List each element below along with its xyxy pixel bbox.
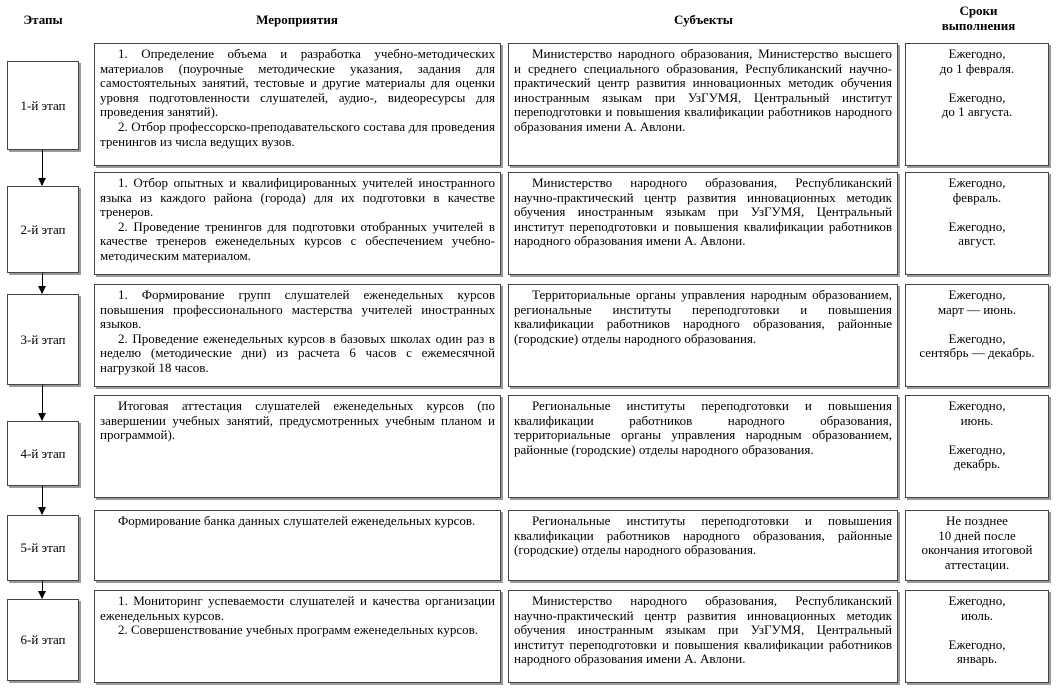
- activities-box: [94, 510, 501, 581]
- deadline-line: Ежегодно,: [948, 89, 1006, 105]
- deadline-line: Ежегодно,: [948, 398, 1006, 413]
- header-deadlines: [906, 3, 1051, 33]
- flow-arrow: [42, 486, 43, 514]
- activity-item: 2. Проведение еженедельных курсов в базовых школах один раз в неделю (методические дни) из расчета 6 часов с ежемесячной нагрузкой 18 часов.: [100, 330, 495, 375]
- deadline-line: июнь.: [960, 412, 994, 428]
- subjects-box: [508, 510, 898, 581]
- subjects-text: Региональные институты переподготовки и повышения квалификации работников народного образования, территориальные органы управления народным образованием, районные (городские) отделы народного образования.: [514, 398, 892, 457]
- deadline-line: март — июнь.: [937, 301, 1017, 317]
- activity-item: 1. Определение объема и разработка учебно-методических материалов (поурочные методические указания, задания для самостоятельных занятий, тестовые и другие материалы для оценки уровня подготовленности слушателей, аудио-, видеоресурсы для проведения занятий).: [100, 46, 495, 120]
- activities-box: [94, 172, 501, 275]
- deadline-line: до 1 августа.: [941, 104, 1013, 120]
- stage-box: [7, 421, 79, 486]
- deadline-line: аттестации.: [944, 556, 1010, 572]
- activity-item: Итоговая аттестация слушателей еженедельных курсов (по завершении учебных занятий, предусмотренных учебным планом и программой).: [100, 398, 495, 443]
- subjects-text: Министерство народного образования, Министерство высшего и среднего специального образования, Республиканский научно-практический центр развития инновационных методик обучения иностранным языкам при УзГУМЯ, Центральный институт переподготовки и повышения квалификации работников народного образования имени А. Авлони.: [514, 46, 892, 134]
- deadline-line: август.: [958, 233, 996, 249]
- deadline-line: сентябрь — декабрь.: [919, 345, 1035, 361]
- deadline-box: [905, 43, 1049, 166]
- activity-item: 2. Отбор профессорско-преподавательского состава для проведения тренингов из числа ведущих вузов.: [100, 118, 495, 149]
- stage-label: 5-й этап: [20, 540, 66, 555]
- deadline-line: 10 дней после: [938, 527, 1016, 543]
- activities-box: [94, 590, 501, 683]
- deadline-box: [905, 172, 1049, 275]
- subjects-text: Министерство народного образования, Республиканский научно-практический центр развития инновационных методик обучения иностранным языкам при УзГУМЯ, Центральный институт переподготовки и повышения квалификации работников народного образования имени А. Авлони.: [514, 175, 892, 249]
- deadline-box: [905, 284, 1049, 387]
- deadline-line: январь.: [956, 651, 998, 667]
- subjects-text: Региональные институты переподготовки и повышения квалификации работников народного образования, районные (городские) отделы народного образования.: [514, 513, 892, 558]
- header-activities: Мероприятия: [256, 12, 338, 27]
- deadline-line: [910, 428, 1044, 443]
- flow-arrow: [42, 150, 43, 185]
- deadline-line: Ежегодно,: [948, 330, 1006, 346]
- activity-item: 2. Проведение тренингов для подготовки отобранных учителей в качестве тренеров еженедельных курсов с обеспечением учебно-методическим материалом.: [100, 218, 495, 263]
- deadline-line: Ежегодно,: [948, 175, 1006, 190]
- stage-box: [7, 186, 79, 273]
- deadline-line: Ежегодно,: [948, 593, 1006, 608]
- subjects-box: [508, 43, 898, 166]
- deadline-line: Ежегодно,: [948, 287, 1006, 302]
- header-deadlines-line2: выполнения: [941, 18, 1016, 33]
- activity-item: 2. Совершенствование учебных программ еженедельных курсов.: [118, 622, 478, 638]
- header-deadlines-line1: Сроки: [959, 3, 998, 18]
- stage-box: [7, 61, 79, 150]
- activities-box: [94, 395, 501, 498]
- deadline-line: до 1 февраля.: [939, 60, 1015, 76]
- subjects-box: [508, 172, 898, 275]
- stage-box: [7, 294, 79, 385]
- stage-label: 6-й этап: [20, 632, 66, 647]
- deadline-line: декабрь.: [953, 456, 1001, 472]
- stage-label: 1-й этап: [20, 97, 66, 113]
- deadline-box: [905, 590, 1049, 683]
- activity-item: Формирование банка данных слушателей еженедельных курсов.: [118, 513, 476, 528]
- deadline-line: [910, 205, 1044, 220]
- activity-item: 1. Мониторинг успеваемости слушателей и качества организации еженедельных курсов.: [100, 593, 495, 623]
- deadline-line: Ежегодно,: [948, 636, 1006, 652]
- deadline-line: [910, 623, 1044, 638]
- subjects-box: [508, 284, 898, 387]
- deadline-line: [910, 76, 1044, 91]
- deadline-line: Ежегодно,: [948, 218, 1006, 234]
- deadline-box: [905, 395, 1049, 498]
- deadline-line: июль.: [960, 607, 993, 623]
- flow-arrow: [42, 581, 43, 598]
- deadline-line: окончания итоговой: [921, 542, 1033, 558]
- subjects-box: [508, 395, 898, 498]
- activities-box: [94, 43, 501, 166]
- stage-label: 2-й этап: [20, 221, 66, 237]
- activities-box: [94, 284, 501, 387]
- subjects-text: Территориальные органы управления народным образованием, региональные институты переподготовки и повышения квалификации работников народного образования, районные (городские) отделы народного образования.: [514, 287, 892, 346]
- deadline-box: [905, 510, 1049, 581]
- deadline-line: февраль.: [952, 189, 1002, 205]
- activity-item: 1. Формирование групп слушателей еженедельных курсов повышения профессионального мастерства учителей иностранных языков.: [100, 287, 495, 332]
- deadline-line: Не позднее: [946, 513, 1008, 528]
- stage-box: [7, 515, 79, 581]
- deadline-line: Ежегодно,: [948, 441, 1006, 457]
- flow-arrow: [42, 385, 43, 420]
- stage-label: 3-й этап: [20, 331, 66, 347]
- subjects-box: [508, 590, 898, 683]
- deadline-line: [910, 317, 1044, 332]
- header-subjects: Субъекты: [674, 12, 733, 27]
- flow-arrow: [42, 273, 43, 293]
- subjects-text: Министерство народного образования, Республиканский научно-практический центр развития инновационных методик обучения иностранным языкам при УзГУМЯ, Центральный институт переподготовки и повышения квалификации работников народного образования имени А. Авлони.: [514, 593, 892, 667]
- activity-item: 1. Отбор опытных и квалифицированных учителей иностранного языка из каждого района (города) для их подготовки в качестве тренеров.: [100, 175, 495, 220]
- stage-label: 4-й этап: [20, 445, 66, 461]
- header-stages: Этапы: [23, 12, 63, 27]
- stage-box: [7, 599, 79, 681]
- deadline-line: Ежегодно,: [948, 46, 1006, 61]
